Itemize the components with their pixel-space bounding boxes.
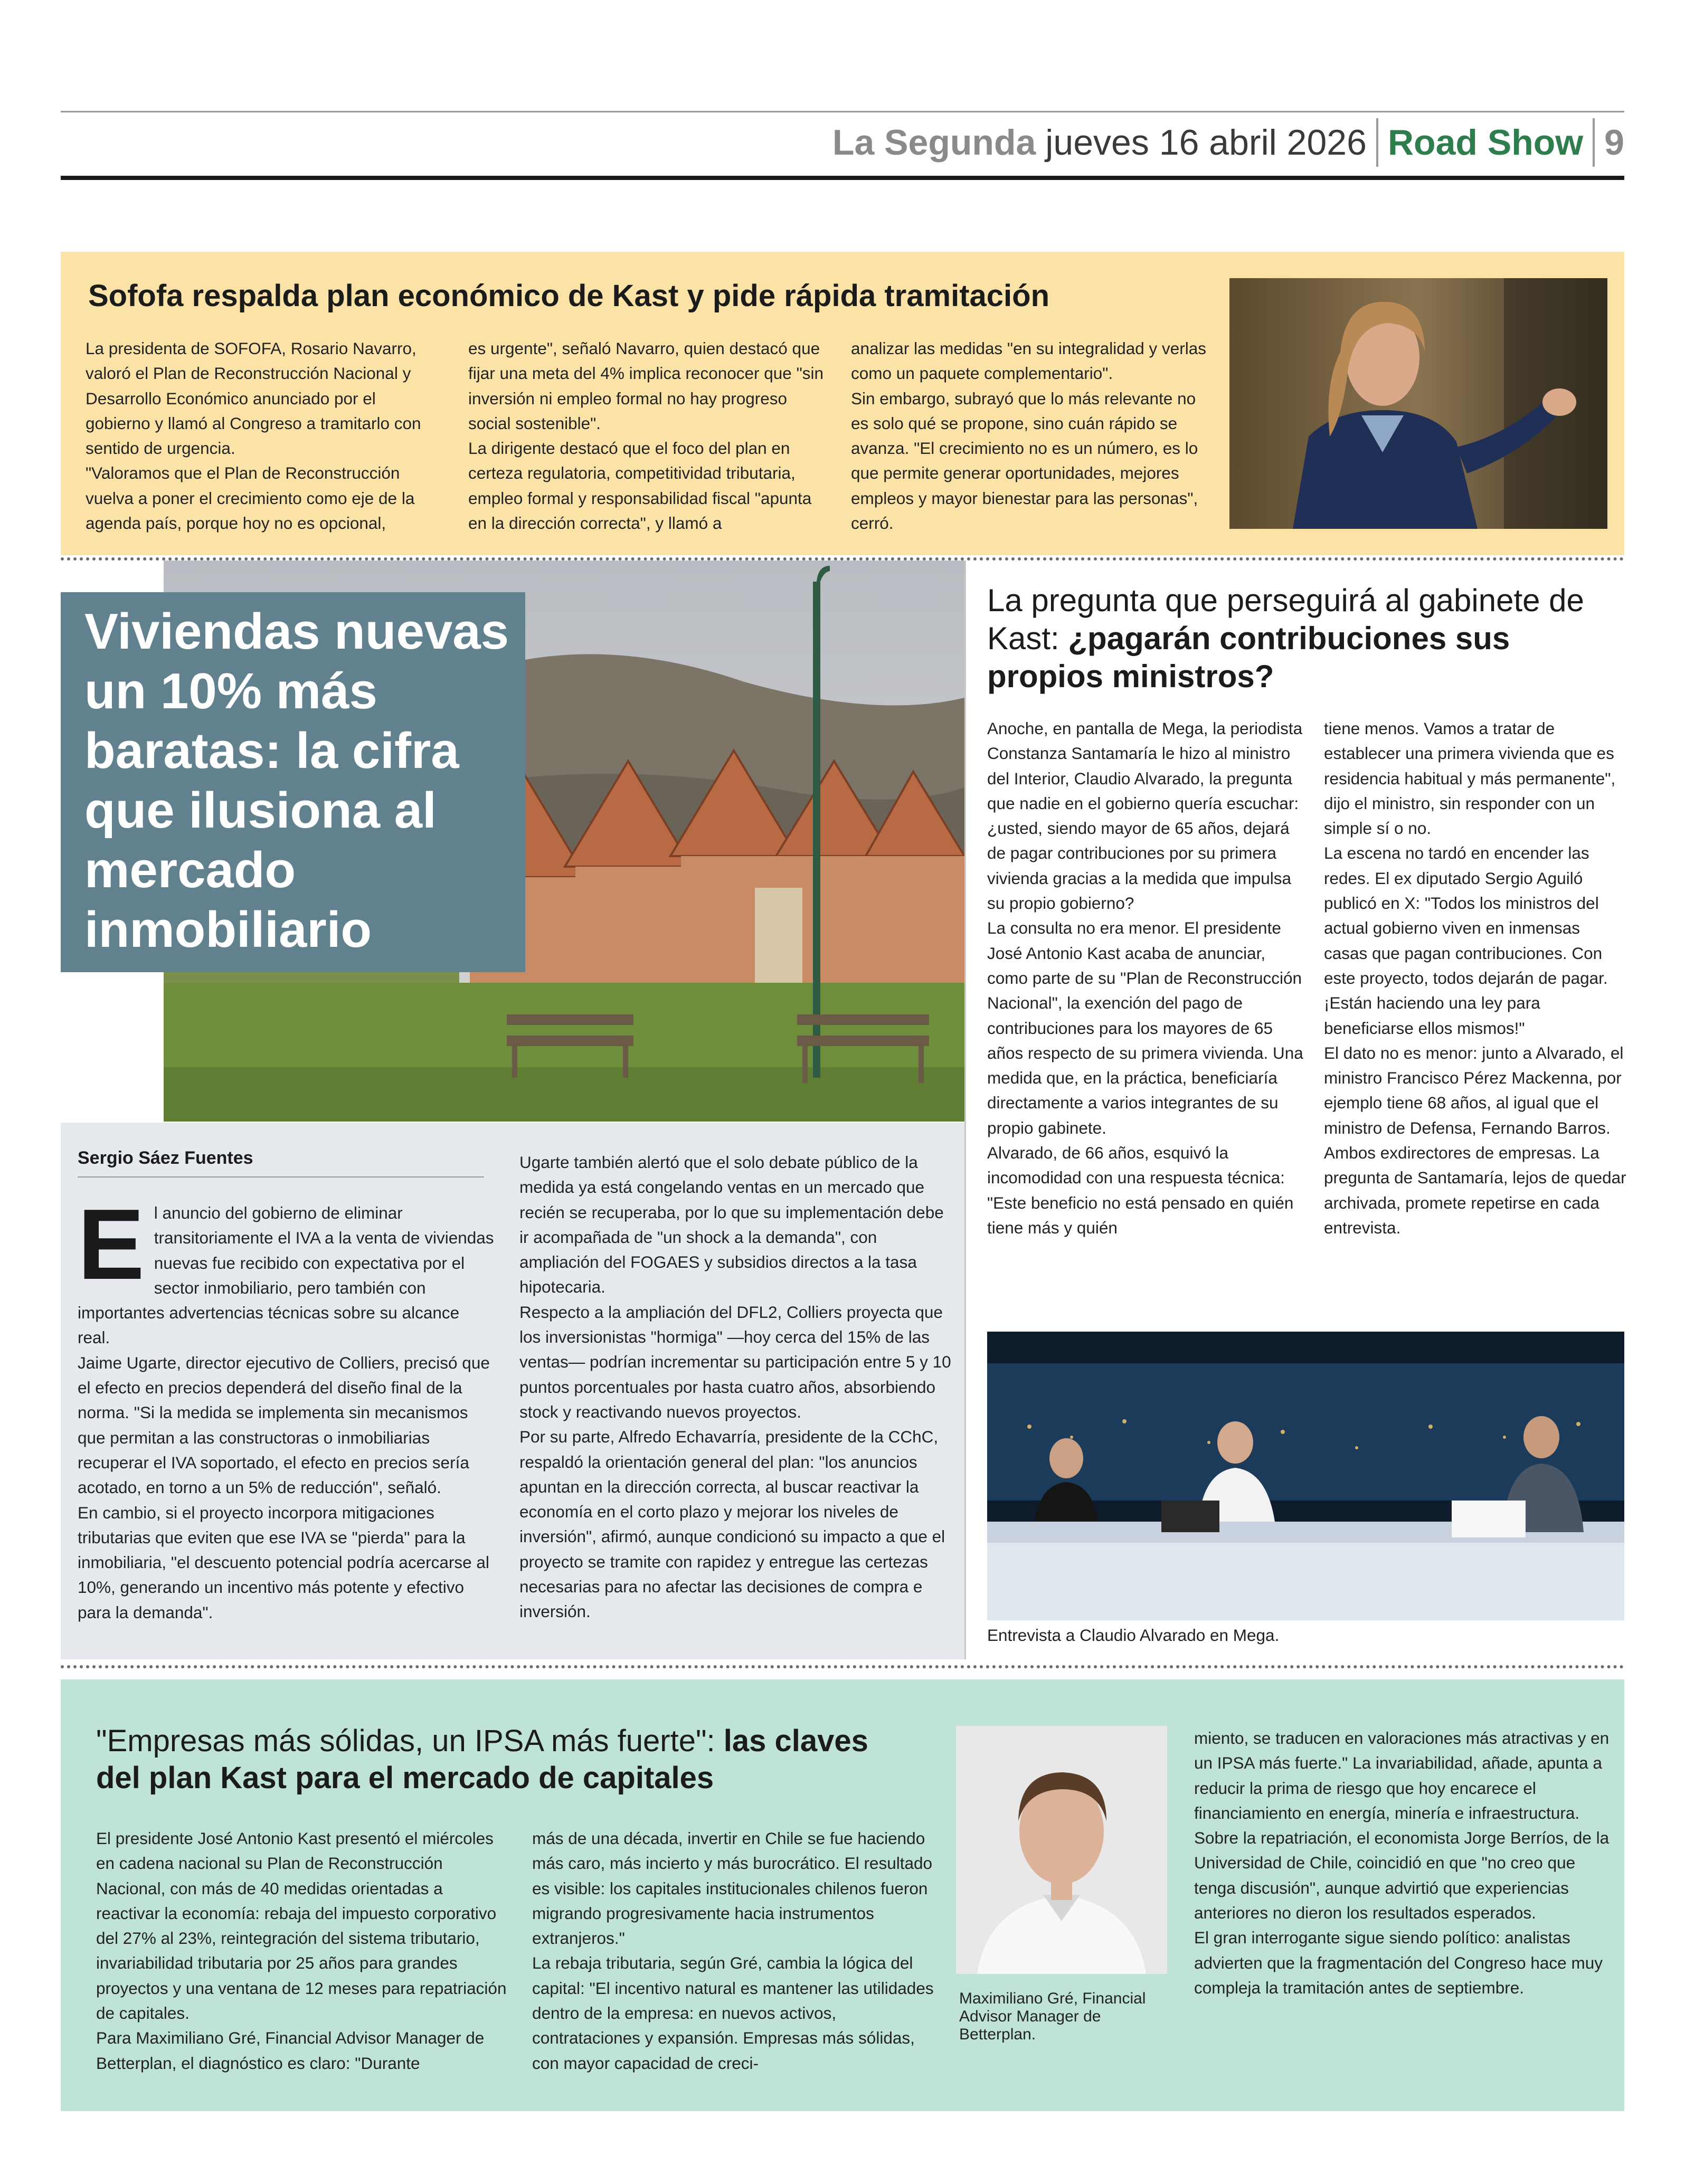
gabinete-column-2: tiene menos. Vamos a tratar de establecer una primera vivienda que es residencia habitual y más permanente", dijo el ministro, sin responder con un simple sí o no. La escena no tardó en encender las redes. El ex diputado Sergio Aguiló publicó en X: "Todos los ministros del actual gobierno viven en inmensas casas que pagan contribuciones. Con este proyecto, todos dejarán de pagar. ¡Están haciendo una ley para beneficiarse ellos mismos!" El dato no es menor: junto a Alvarado, el ministro Francisco Pérez Mackenna, por ejemplo tiene 68 años, al igual que el ministro de Defensa, Fernando Barros. Ambos exdirectores de empresas. La pregunta de Santamaría, lejos de quedar archivada, promete repetirse en cada entrevista.	[1324, 719, 1626, 1237]
drop-cap: E	[78, 1189, 145, 1300]
gabinete-headline	[987, 582, 1605, 696]
byline-rule	[78, 1176, 484, 1178]
gabinete-headline-light: La pregunta que perseguirá al gabinete de Kast:	[987, 583, 1584, 656]
sofofa-article	[61, 252, 1624, 555]
header-divider	[1593, 118, 1595, 167]
viviendas-column-1	[78, 1189, 495, 1625]
viviendas-column-1-rest: Jaime Ugarte, director ejecutivo de Colliers, precisó que el efecto en precios dependerá del diseño final de la norma. "Si la medida se implementa sin mecanismos que permitan a las constructoras o inmobiliarias recuperar el IVA soportado, el efecto en precios sería acotado, en torno a un 5% de reducción", señaló. En cambio, si el proyecto incorpora mitigaciones tributarias que eviten que ese IVA se "pierda" para la inmobiliaria, "el descuento potencial podría acercarse al 10%, generando un incentivo más potente y efectivo para la demanda".	[78, 1353, 490, 1622]
issue-date: jueves 16 abril 2026	[1045, 122, 1367, 163]
page-header	[832, 113, 1624, 172]
viviendas-column-2: Ugarte también alertó que el solo debate público de la medida ya está congelando ventas en un mercado que recién se recuperaba, por lo que su implementación debe ir acompañada de "un shock a la demanda", con ampliación del FOGAES y subsidios directos a la tasa hipotecaria. Respecto a la ampliación del DFL2, Colliers proyecta que los inversionistas "hormiga" —hoy cerca del 15% de las ventas— podrían incrementar su participación entre 5 y 10 puntos porcentuales por hasta cuatro años, absorbiendo stock y reactivando nuevos proyectos. Por su parte, Alfredo Echavarría, presidente de la CChC, respaldó la orientación general del plan: "los anuncios apuntan en la dirección correcta, al buscar reactivar la economía en el corto plazo y mejorar los niveles de inversión", afirmó, aunque condicionó su impacto a que el proyecto se tramite con rapidez y entregue las certezas necesarias para no afectar las decisiones de compra e inversión.	[519, 1153, 951, 1621]
maximiliano-gre-photo	[956, 1726, 1167, 1974]
rosario-navarro-photo	[1229, 278, 1607, 529]
capitales-article	[61, 1679, 1624, 2111]
byline: Sergio Sáez Fuentes	[78, 1148, 253, 1168]
capitales-headline	[96, 1723, 898, 1797]
header-divider	[1376, 118, 1378, 167]
page-number: 9	[1604, 122, 1624, 163]
viviendas-article-body	[61, 1123, 964, 1659]
capitales-column-2: más de una década, invertir en Chile se fue haciendo más caro, más incierto y más burocrático. El resultado es visible: los capitales institucionales chilenos fueron migrando progresivamente hacia instrumentos extranjeros." La rebaja tributaria, según Gré, cambia la lógica del capital: "El incentivo natural es mantener las utilidades dentro de la empresa: en nuevos activos, contrataciones y expansión. Empresas más sólidas, con mayor capacidad de creci-	[532, 1829, 934, 2073]
section-name: Road Show	[1387, 122, 1584, 163]
gabinete-column-1: Anoche, en pantalla de Mega, la periodista Constanza Santamaría le hizo al ministro del Interior, Claudio Alvarado, la pregunta que nadie en el gobierno quería escuchar: ¿usted, siendo mayor de 65 años, dejará de pagar contribuciones por su primera vivienda gracias a la medida que impulsa su propio gobierno? La consulta no era menor. El presidente José Antonio Kast acaba de anunciar, como parte de su "Plan de Reconstrucción Nacional", la exención del pago de contribuciones para los mayores de 65 años respecto de su primera vivienda. Una medida que, en la práctica, beneficiaría directamente a varios integrantes de su propio gabinete. Alvarado, de 66 años, esquivó la incomodidad con una respuesta técnica: "Este beneficio no está pensado en quién tiene más y quién	[987, 719, 1303, 1237]
tv-interview-caption: Entrevista a Claudio Alvarado en Mega.	[987, 1626, 1280, 1645]
capitales-headline-light: "Empresas más sólidas, un IPSA más fuerte":	[96, 1724, 715, 1758]
column-rule	[964, 561, 966, 1659]
capitales-headline-bold: las claves del plan Kast para el mercado de capitales	[96, 1724, 868, 1795]
maximiliano-gre-caption: Maximiliano Gré, Financial Advisor Manager de Betterplan.	[959, 1990, 1146, 2043]
header-rule-bottom	[61, 176, 1624, 180]
sofofa-column-2: es urgente", señaló Navarro, quien destacó que fijar una meta del 4% implica reconocer que "sin inversión ni empleo formal no hay progreso social sostenible". La dirigente destacó que el foco del plan en certeza regulatoria, competitividad tributaria, empleo formal y responsabilidad fiscal "apunta en la dirección correcta", y llamó a	[468, 339, 824, 533]
capitales-column-3: miento, se traducen en valoraciones más atractivas y en un IPSA más fuerte." La invariabilidad, añade, apunta a reducir la prima de riesgo que hoy encarece el financiamiento en energía, minería e infraestructura. Sobre la repatriación, el economista Jorge Berríos, de la Universidad de Chile, coincidió en que "no creo que tenga discusión", aunque advirtió que experiencias anteriores no dieron los resultados esperados. El gran interrogante sigue siendo político: analistas advierten que la fragmentación del Congreso hace muy compleja la tramitación antes de septiembre.	[1194, 1729, 1610, 1997]
header-rule-top	[61, 111, 1624, 112]
sofofa-column-1: La presidenta de SOFOFA, Rosario Navarro, valoró el Plan de Reconstrucción Nacional y Desarrollo Económico anunciado por el gobierno y llamó al Congreso a tramitarlo con sentido de urgencia. "Valoramos que el Plan de Reconstrucción vuelva a poner el crecimiento como eje de la agenda país, porque hoy no es opcional,	[86, 339, 421, 533]
sofofa-column-3: analizar las medidas "en su integralidad y verlas como un paquete complementario". Sin embargo, subrayó que lo más relevante no es solo qué se propone, sino cuán rápido se avanza. "El crecimiento no es un número, es lo que permite generar oportunidades, mejores empleos y mayor bienestar para las personas", cerró.	[851, 339, 1207, 533]
section-divider	[61, 1665, 1624, 1668]
capitales-column-1: El presidente José Antonio Kast presentó el miércoles en cadena nacional su Plan de Reconstrucción Nacional, con más de 40 medidas orientadas a reactivar la economía: rebaja del impuesto corporativo del 27% al 23%, reintegración del sistema tributario, invariabilidad tributaria por 25 años para grandes proyectos y una ventana de 12 meses para repatriación de capitales. Para Maximiliano Gré, Financial Advisor Manager de Betterplan, el diagnóstico es claro: "Durante	[96, 1829, 507, 2073]
tv-interview-photo	[987, 1332, 1624, 1620]
newspaper-name: La Segunda	[832, 122, 1036, 163]
viviendas-lead: l anuncio del gobierno de eliminar transitoriamente el IVA a la venta de viviendas nuevas fue recibido con expectativa por el sector inmobiliario, pero también con importantes advertencias técnicas sobre su alcance real.	[78, 1203, 494, 1347]
viviendas-headline: Viviendas nuevas un 10% más baratas: la cifra que ilusiona al mercado inmobiliario	[84, 603, 509, 958]
gabinete-headline-bold: ¿pagarán contribuciones sus propios ministros?	[987, 621, 1510, 694]
sofofa-headline: Sofofa respalda plan económico de Kast y pide rápida tramitación	[88, 279, 1049, 313]
